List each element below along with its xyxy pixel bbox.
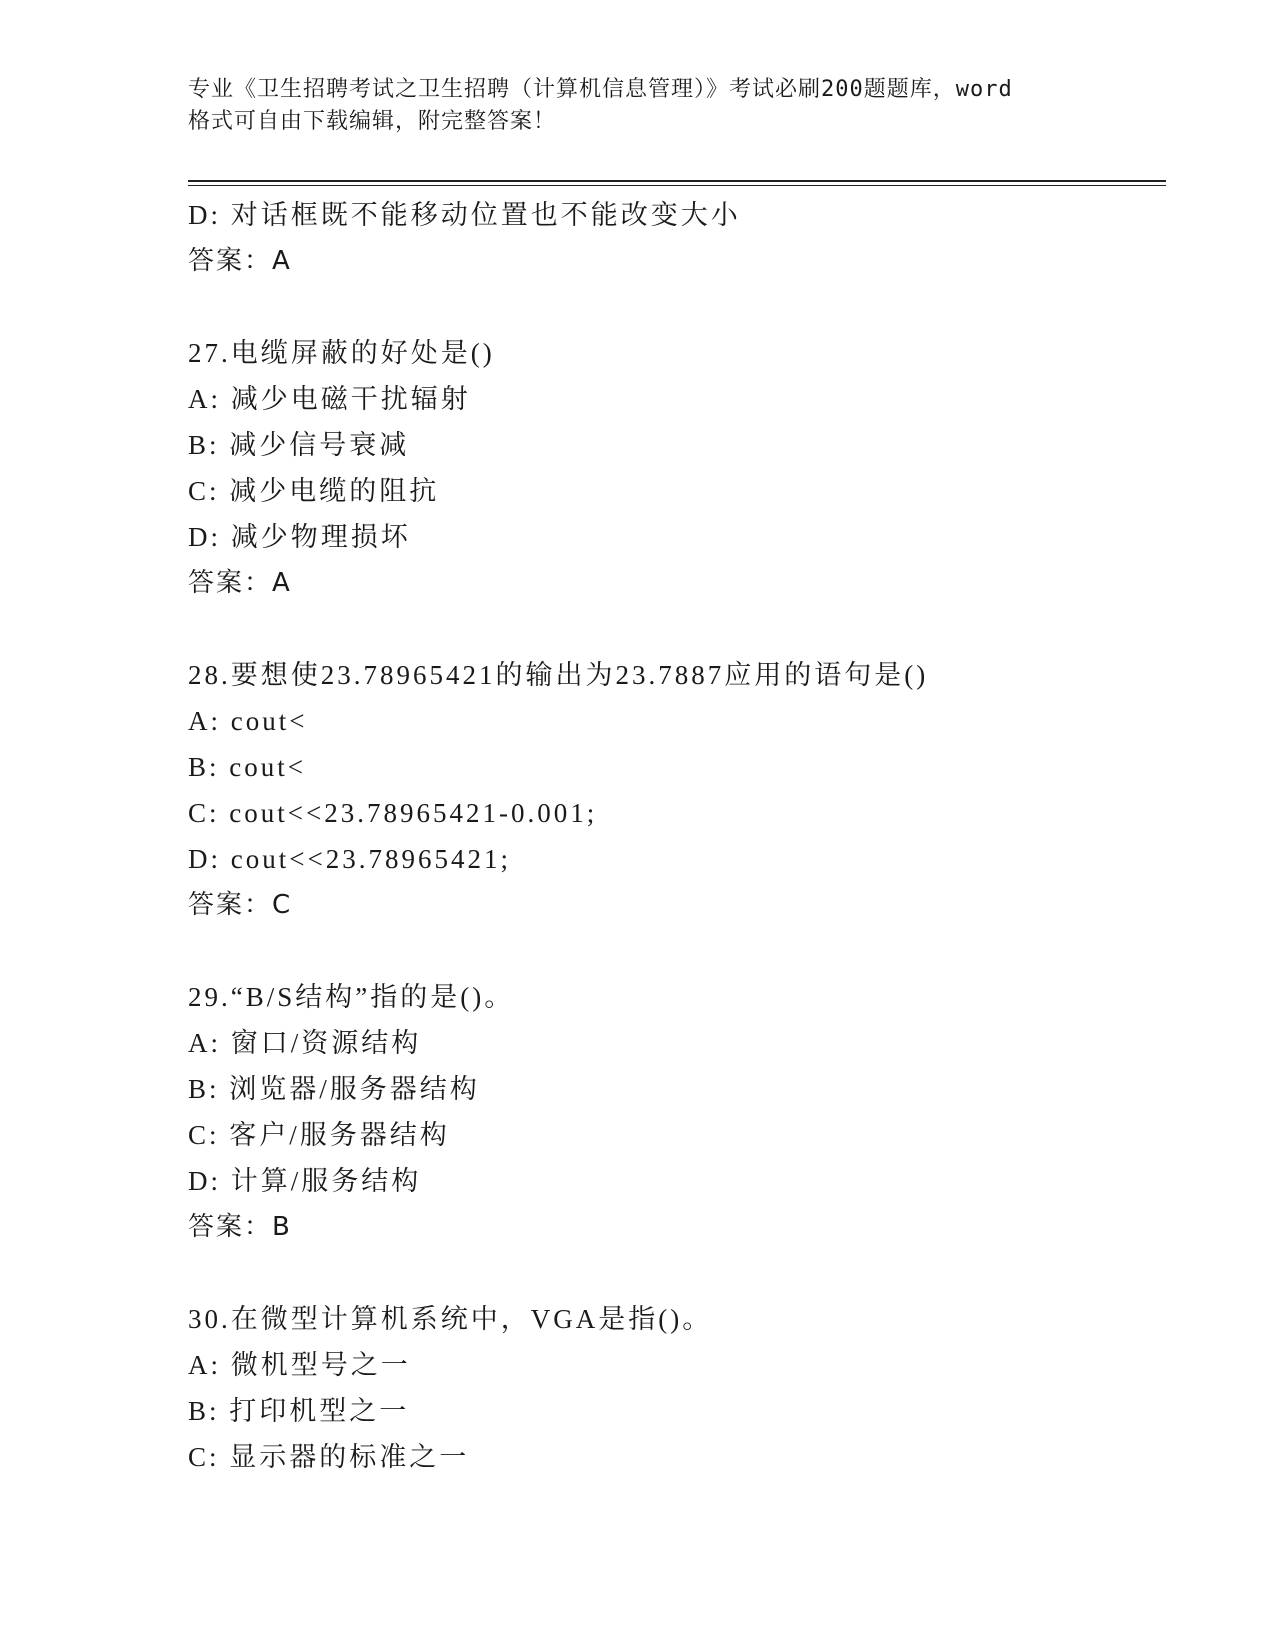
- question-text: 27.电缆屏蔽的好处是(): [188, 338, 495, 368]
- option-d: D: 减少物理损坏: [188, 522, 411, 552]
- question-text: 29.“B/S结构”指的是()。: [188, 982, 515, 1012]
- option-c: C: 显示器的标准之一: [188, 1442, 470, 1472]
- spacer: [188, 284, 1166, 330]
- question-list: [188, 192, 1166, 1480]
- option-a: A: cout<: [188, 706, 308, 736]
- option-b: B: 浏览器/服务器结构: [188, 1074, 480, 1104]
- option-c: C: 减少电缆的阻抗: [188, 476, 440, 506]
- question-block-30: [188, 1296, 1166, 1480]
- question-block-28: [188, 652, 1166, 928]
- option-c: C: cout<<23.78965421-0.001;: [188, 798, 598, 828]
- option-d: D: 对话框既不能移动位置也不能改变大小: [188, 200, 741, 230]
- header-divider-thick: [188, 180, 1166, 182]
- document-header: [188, 74, 1118, 138]
- header-line-2: 格式可自由下载编辑，附完整答案！: [188, 109, 557, 134]
- spacer: [188, 928, 1166, 974]
- spacer: [188, 1250, 1166, 1296]
- option-a: A: 微机型号之一: [188, 1350, 411, 1380]
- header-line-1: 专业《卫生招聘考试之卫生招聘（计算机信息管理）》考试必刷200题题库，word: [188, 77, 1013, 102]
- question-block-partial: [188, 192, 1166, 284]
- answer-line: 答案：C: [188, 890, 293, 920]
- option-b: B: 减少信号衰减: [188, 430, 410, 460]
- question-text: 30.在微型计算机系统中，VGA是指()。: [188, 1304, 713, 1334]
- question-text: 28.要想使23.78965421的输出为23.7887应用的语句是(): [188, 660, 929, 690]
- answer-line: 答案：A: [188, 246, 292, 276]
- option-a: A: 减少电磁干扰辐射: [188, 384, 471, 414]
- option-c: C: 客户/服务器结构: [188, 1120, 450, 1150]
- answer-line: 答案：A: [188, 568, 292, 598]
- header-divider-thin: [188, 185, 1166, 186]
- option-b: B: 打印机型之一: [188, 1396, 410, 1426]
- option-a: A: 窗口/资源结构: [188, 1028, 422, 1058]
- option-d: D: 计算/服务结构: [188, 1166, 422, 1196]
- answer-line: 答案：B: [188, 1212, 292, 1242]
- question-block-29: [188, 974, 1166, 1250]
- question-block-27: [188, 330, 1166, 606]
- spacer: [188, 606, 1166, 652]
- option-b: B: cout<: [188, 752, 306, 782]
- option-d: D: cout<<23.78965421;: [188, 844, 511, 874]
